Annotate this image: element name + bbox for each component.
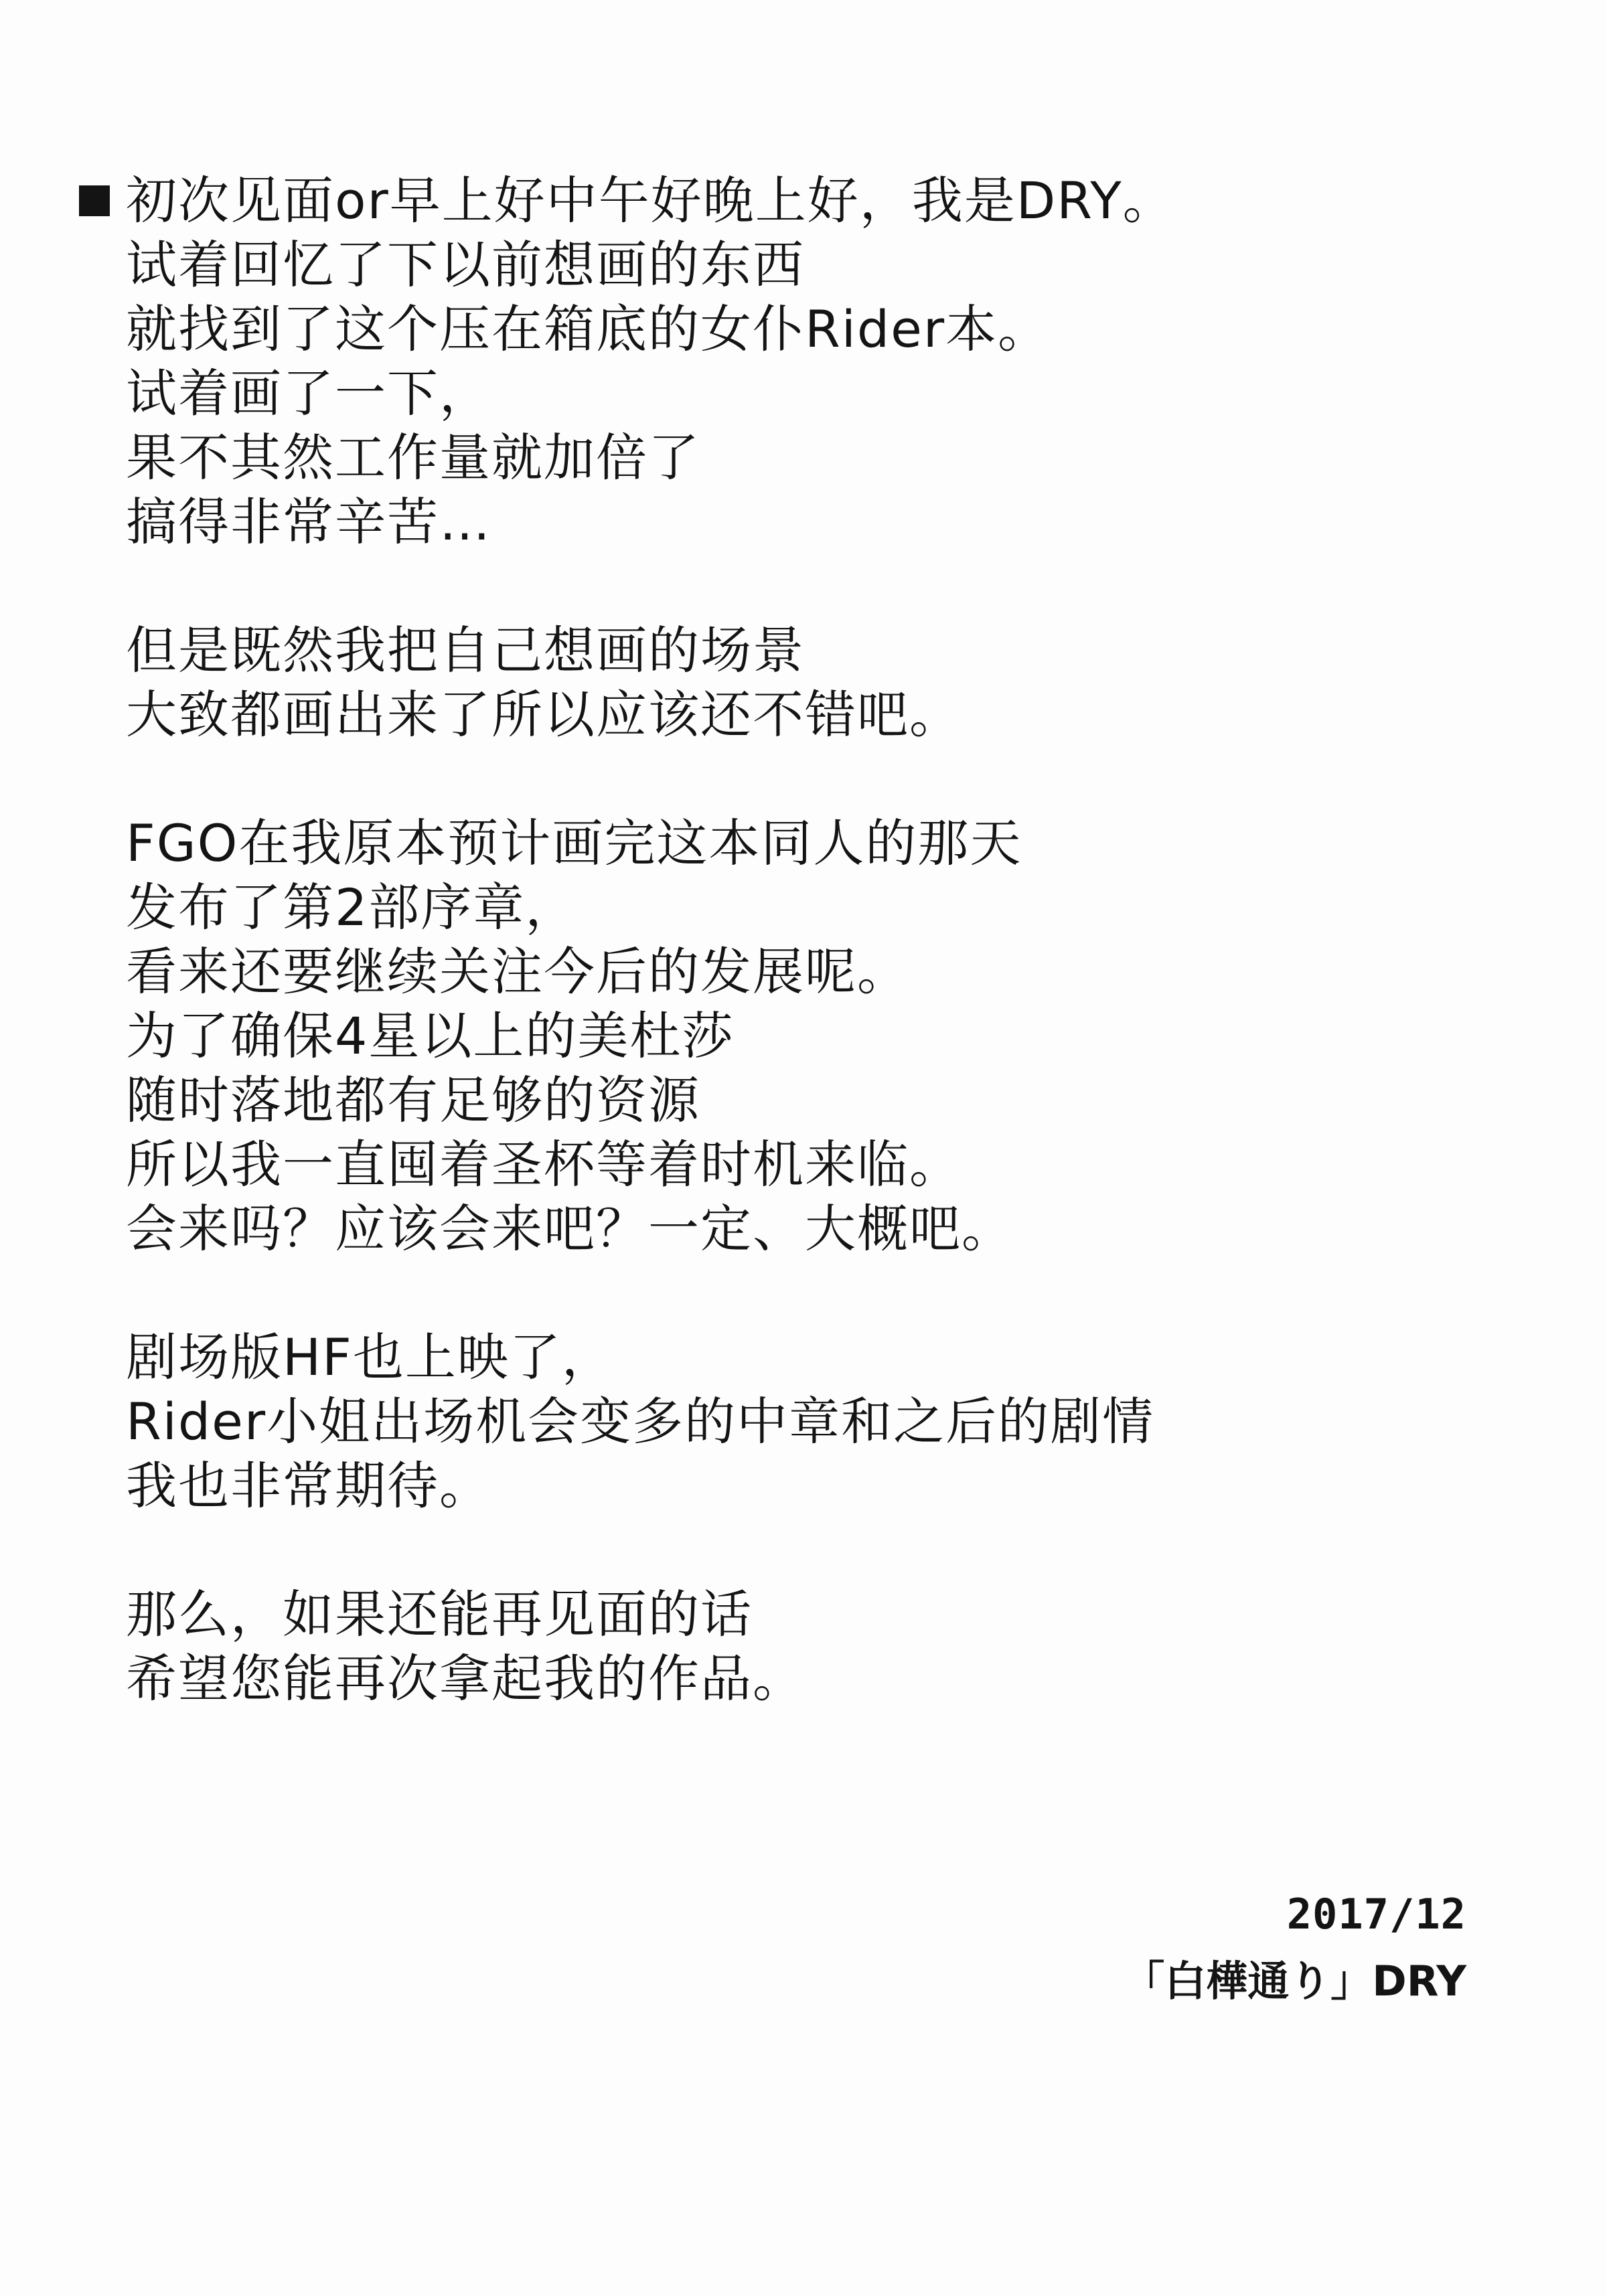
square-bullet-icon	[79, 185, 110, 216]
signature-date: 2017/12	[1286, 1890, 1466, 1939]
afterword-line: 看来还要继续关注今后的发展呢。	[126, 942, 909, 1001]
afterword-line: 但是既然我把自己想画的场景	[126, 621, 805, 680]
paragraph-gap	[126, 554, 1432, 619]
afterword-line	[79, 169, 1432, 233]
afterword-line: Rider小姐出场机会变多的中章和之后的剧情	[126, 1392, 1155, 1451]
afterword-line: 试着回忆了下以前想画的东西	[126, 235, 805, 295]
signature-author: 「白樺通り」DRY	[1123, 1957, 1466, 2005]
afterword-line: 所以我一直囤着圣杯等着时机来临。	[126, 1135, 962, 1194]
afterword-line: FGO在我原本预计画完这本同人的那天	[126, 813, 1022, 873]
afterword-line: 随时落地都有足够的资源	[126, 1070, 700, 1130]
paragraph-gap	[126, 1518, 1432, 1582]
afterword-text	[126, 169, 1432, 1711]
afterword-line: 发布了第2部序章，	[126, 878, 578, 937]
afterword-line: 试着画了一下，	[126, 363, 491, 423]
afterword-line: 希望您能再次拿起我的作品。	[126, 1649, 805, 1708]
afterword-line: 就找到了这个压在箱底的女仆Rider本。	[126, 299, 1051, 359]
afterword-line: 果不其然工作量就加倍了	[126, 428, 700, 487]
paragraph-gap	[126, 747, 1432, 811]
paragraph-gap	[126, 1261, 1432, 1325]
afterword-line: 为了确保4星以上的美杜莎	[126, 1006, 735, 1066]
afterword-line: 大致都画出来了所以应该还不错吧。	[126, 685, 962, 744]
afterword-line-text: 初次见面or早上好中午好晚上好，我是DRY。	[126, 171, 1175, 230]
afterword-line: 我也非常期待。	[126, 1456, 491, 1515]
signature-block	[1123, 1881, 1466, 2015]
afterword-line: 搞得非常辛苦…	[126, 492, 491, 552]
afterword-line: 会来吗？应该会来吧？一定、大概吧。	[126, 1199, 1014, 1258]
afterword-line: 那么，如果还能再见面的话	[126, 1584, 753, 1644]
afterword-line: 剧场版HF也上映了，	[126, 1327, 614, 1387]
